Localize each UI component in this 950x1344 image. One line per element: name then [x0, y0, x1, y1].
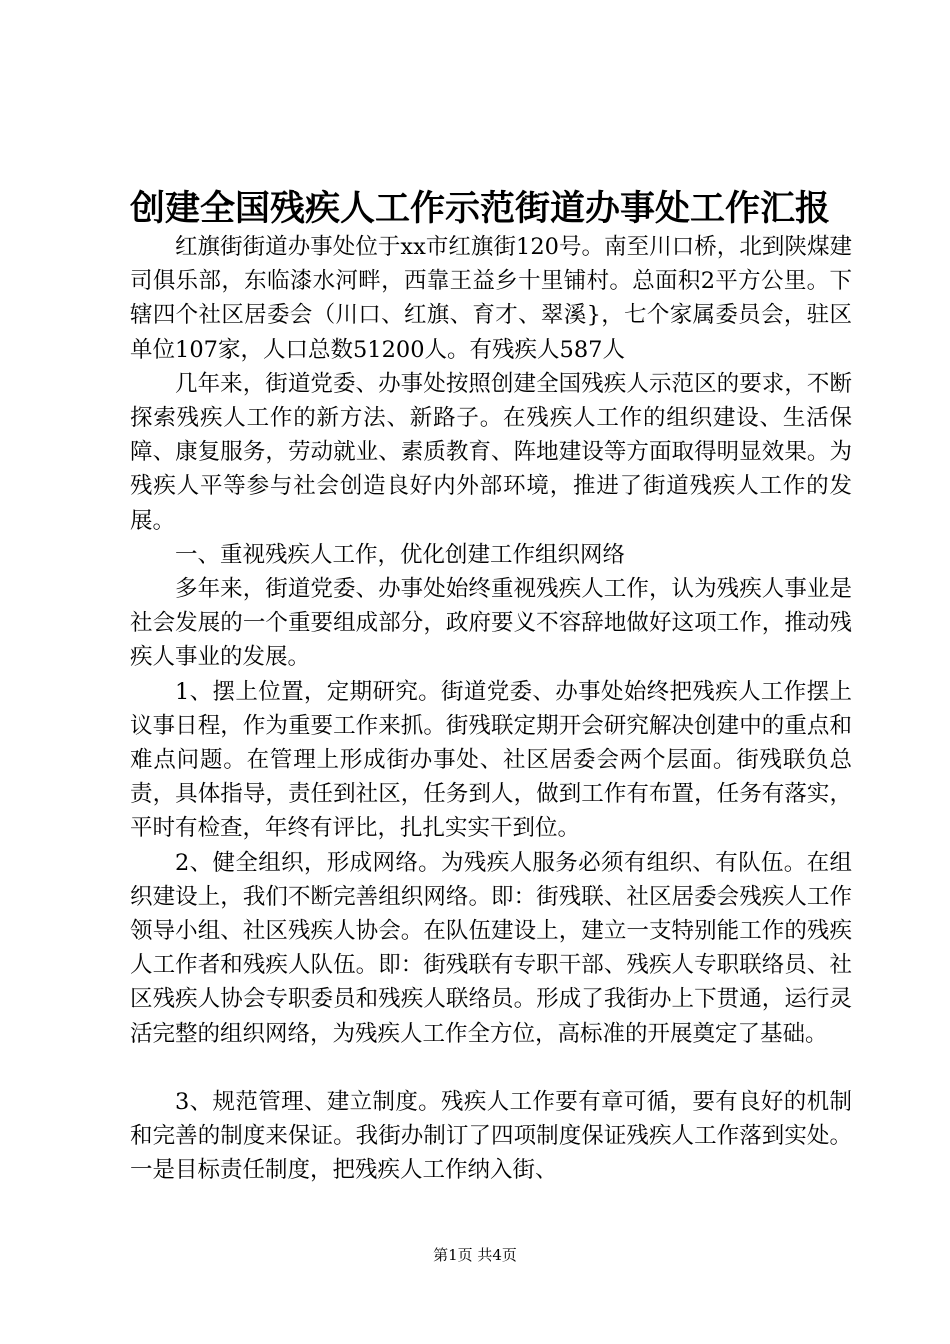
- paragraph-item-1: 1、摆上位置，定期研究。街道党委、办事处始终把残疾人工作摆上议事日程，作为重要工作来抓。街残联定期开会研究解决创建中的重点和难点问题。在管理上形成街办事处、社区居委会两个层面。街残联负总责，具体指导，责任到社区，任务到人，做到工作有布置，任务有落实，平时有检查，年终有评比，扎扎实实干到位。: [130, 678, 852, 842]
- document-body: [130, 230, 852, 1187]
- page-indicator: 第1页 共4页: [433, 1246, 517, 1264]
- paragraph-item-2: 2、健全组织，形成网络。为残疾人服务必须有组织、有队伍。在组织建设上，我们不断完善组织网络。即：街残联、社区居委会残疾人工作领导小组、社区残疾人协会。在队伍建设上，建立一支特别能工作的残疾人工作者和残疾人队伍。即：街残联有专职干部、残疾人专职联络员、社区残疾人协会专职委员和残疾人联络员。形成了我街办上下贯通，运行灵活完整的组织网络，为残疾人工作全方位，高标准的开展奠定了基础。: [130, 849, 852, 1047]
- document-title: 创建全国残疾人工作示范街道办事处工作汇报: [130, 188, 831, 229]
- paragraph-item-3: 3、规范管理、建立制度。残疾人工作要有章可循，要有良好的机制和完善的制度来保证。我街办制订了四项制度保证残疾人工作落到实处。一是目标责任制度，把残疾人工作纳入街、: [130, 1088, 852, 1184]
- paragraph-intro: 红旗街街道办事处位于xx市红旗街120号。南至川口桥，北到陕煤建司俱乐部，东临漆水河畔，西靠王益乡十里铺村。总面积2平方公里。下辖四个社区居委会（川口、红旗、育才、翠溪}，七个家属委员会，驻区单位107家，人口总数51200人。有残疾人587人: [130, 234, 852, 363]
- paragraph-overview: 几年来，街道党委、办事处按照创建全国残疾人示范区的要求，不断探索残疾人工作的新方法、新路子。在残疾人工作的组织建设、生活保障、康复服务，劳动就业、素质教育、阵地建设等方面取得明显效果。为残疾人平等参与社会创造良好内外部环境，推进了街道残疾人工作的发展。: [130, 370, 852, 534]
- section-heading-1: 一、重视残疾人工作，优化创建工作组织网络: [175, 541, 626, 568]
- paragraph-section-1: 多年来，街道党委、办事处始终重视残疾人工作，认为残疾人事业是社会发展的一个重要组成部分，政府要义不容辞地做好这项工作，推动残疾人事业的发展。: [130, 576, 852, 671]
